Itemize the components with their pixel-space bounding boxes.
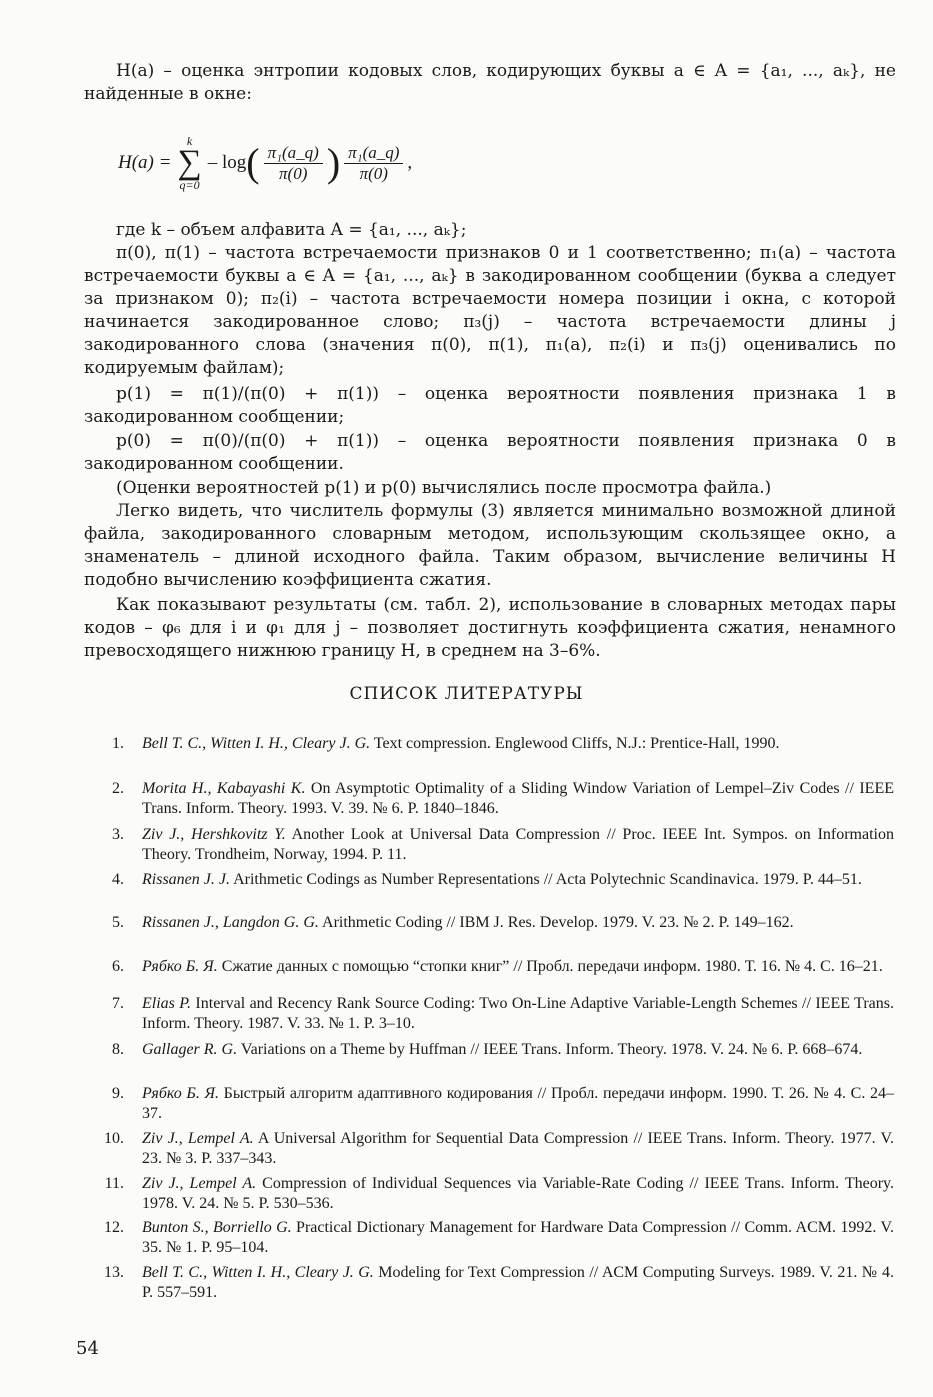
right-paren: ) bbox=[326, 140, 341, 185]
reference-title: Arithmetic Coding // IBM J. Res. Develop. 1979. V. 23. № 2. P. 149–162. bbox=[318, 914, 794, 931]
sum-lower-limit: q=0 bbox=[179, 178, 200, 192]
paragraph-results: Как показывают результаты (см. табл. 2), использование в словарных методах пары кодов – φ₆ для i и φ₁ для j – позволяет достигнуть коэффициента сжатия, ненамного превосходящего нижнюю границу H, в среднем на 3–6%. bbox=[84, 595, 896, 661]
reference-number: 13. bbox=[104, 1264, 124, 1281]
fraction-numerator-2: π₁(a_q) bbox=[344, 143, 403, 164]
reference-body bbox=[142, 957, 894, 977]
fraction-weight bbox=[344, 143, 403, 184]
reference-body bbox=[142, 913, 894, 933]
reference-body bbox=[142, 1218, 894, 1258]
reference-title: Practical Dictionary Management for Hardware Data Compression // Comm. ACM. 1992. V. 35. № 1. P. 95–104. bbox=[142, 1219, 895, 1256]
reference-number: 7. bbox=[112, 995, 124, 1012]
reference-number: 11. bbox=[104, 1175, 124, 1192]
paragraph-p0: p(0) = π(0)/(π(0) + π(1)) – оценка вероятности появления признака 0 в закодированном сообщении. bbox=[84, 431, 896, 474]
reference-authors: Bell T. C., Witten I. H., Cleary J. G. bbox=[142, 1264, 374, 1281]
reference-number: 1. bbox=[112, 735, 124, 752]
sum-symbol: ∑ bbox=[177, 144, 202, 181]
reference-number: 10. bbox=[104, 1130, 124, 1147]
reference-number: 8. bbox=[112, 1041, 124, 1058]
reference-authors: Gallager R. G. bbox=[142, 1041, 238, 1058]
reference-body bbox=[142, 1040, 894, 1060]
reference-authors: Morita H., Kabayashi K. bbox=[142, 780, 306, 797]
reference-body bbox=[142, 1084, 894, 1124]
reference-number: 9. bbox=[112, 1085, 124, 1102]
reference-title: Variations on a Theme by Huffman // IEEE Trans. Inform. Theory. 1978. V. 24. № 6. P. 668–674. bbox=[237, 1041, 863, 1058]
fraction-denominator: π(0) bbox=[279, 163, 308, 183]
reference-number: 2. bbox=[112, 780, 124, 797]
reference-authors: Ziv J., Lempel A. bbox=[142, 1130, 254, 1147]
reference-body bbox=[142, 994, 894, 1034]
reference-title: Arithmetic Codings as Number Representations // Acta Polytechnic Scandinavica. 1979. P. 44–51. bbox=[229, 871, 862, 888]
sum-upper-limit: k bbox=[186, 134, 193, 148]
reference-title: Text compression. Englewood Cliffs, N.J.: Prentice-Hall, 1990. bbox=[370, 735, 780, 752]
reference-title: Modeling for Text Compression // ACM Computing Surveys. 1989. V. 21. № 4. P. 557–591. bbox=[142, 1264, 894, 1301]
formula-lhs: H(a) = bbox=[118, 152, 172, 173]
fraction-numerator: π₁(a_q) bbox=[264, 143, 323, 164]
reference-body bbox=[142, 1174, 894, 1214]
reference-number: 12. bbox=[104, 1219, 124, 1236]
minus-log: – log bbox=[207, 152, 247, 173]
fraction-in-log bbox=[264, 143, 323, 184]
paragraph-frequencies: π(0), π(1) – частота встречаемости признаков 0 и 1 соответственно; π₁(a) – частота встречаемости буквы a ∈ A = {a₁, ..., aₖ} в закодированном сообщении (буква a следует за признаком 0); π₂(i) – частота встречаемости номера позиции i окна, с которой начинается закодированное слово; π₃(j) – частота встречаемости длины j закодированного слова (значения π(0), π(1), π₁(a), π₂(i) и π₃(j) оценивались по кодируемым файлам); bbox=[84, 243, 896, 378]
reference-title: Сжатие данных с помощью “стопки книг” // Пробл. передачи информ. 1980. Т. 16. № 4. С. 16–21. bbox=[217, 958, 883, 975]
reference-authors: Рябко Б. Я. bbox=[142, 958, 218, 975]
reference-number: 6. bbox=[112, 958, 124, 975]
formula-trailing-comma: , bbox=[407, 152, 413, 173]
reference-authors: Elias P. bbox=[142, 995, 192, 1012]
reference-authors: Рябко Б. Я. bbox=[142, 1085, 219, 1102]
reference-number: 3. bbox=[112, 826, 124, 843]
reference-authors: Rissanen J. J. bbox=[142, 871, 230, 888]
left-paren: ( bbox=[246, 140, 260, 185]
paragraph-numerator: Легко видеть, что числитель формулы (3) является минимально возможной длиной файла, закодированного словарным методом, использующим скользящее окно, а знаменатель – длиной исходного файла. Таким образом, вычисление величины H подобно вычислению коэффициента сжатия. bbox=[84, 501, 896, 590]
reference-number: 5. bbox=[112, 914, 124, 931]
paragraph-estimates-note: (Оценки вероятностей p(1) и p(0) вычислялись после просмотра файла.) bbox=[116, 478, 772, 498]
entropy-formula bbox=[118, 128, 518, 198]
reference-body bbox=[142, 870, 894, 890]
reference-title: Interval and Recency Rank Source Coding: Two On-Line Adaptive Variable-Length Schemes // IEEE Trans. Inform. Theory. 1987. V. 33. № 1. P. 3–10. bbox=[142, 995, 894, 1032]
reference-body bbox=[142, 1263, 894, 1303]
reference-body bbox=[142, 734, 894, 754]
reference-title: A Universal Algorithm for Sequential Data Compression // IEEE Trans. Inform. Theory. 1977. V. 23. № 3. P. 337–343. bbox=[142, 1130, 894, 1167]
reference-body bbox=[142, 779, 894, 819]
paragraph-alphabet: где k – объем алфавита A = {a₁, ..., aₖ}; bbox=[116, 220, 467, 240]
summation bbox=[177, 135, 201, 191]
references-heading: СПИСОК ЛИТЕРАТУРЫ bbox=[349, 684, 584, 704]
reference-title: Another Look at Universal Data Compression // Proc. IEEE Int. Sympos. on Information Theory. Trondheim, Norway, 1994. P. 11. bbox=[142, 826, 894, 863]
reference-body bbox=[142, 825, 894, 865]
reference-authors: Rissanen J., Langdon G. G. bbox=[142, 914, 319, 931]
reference-authors: Bell T. C., Witten I. H., Cleary J. G. bbox=[142, 735, 371, 752]
reference-authors: Ziv J., Hershkovitz Y. bbox=[142, 826, 286, 843]
page-number: 54 bbox=[76, 1338, 99, 1359]
reference-title: Compression of Individual Sequences via Variable-Rate Coding // IEEE Trans. Inform. Theory. 1978. V. 24. № 5. P. 530–536. bbox=[142, 1175, 894, 1212]
reference-authors: Ziv J., Lempel A. bbox=[142, 1175, 257, 1192]
reference-body bbox=[142, 1129, 894, 1169]
reference-title: On Asymptotic Optimality of a Sliding Window Variation of Lempel–Ziv Codes // IEEE Trans. Inform. Theory. 1993. V. 39. № 6. P. 1840–1846. bbox=[142, 780, 895, 817]
paragraph-entropy-intro: H(a) – оценка энтропии кодовых слов, кодирующих буквы a ∈ A = {a₁, ..., aₖ}, не найденные в окне: bbox=[84, 61, 896, 104]
reference-authors: Bunton S., Borriello G. bbox=[142, 1219, 292, 1236]
reference-title: Быстрый алгоритм адаптивного кодирования // Пробл. передачи информ. 1990. Т. 26. № 4. С. 24–37. bbox=[142, 1085, 894, 1122]
reference-number: 4. bbox=[112, 871, 124, 888]
fraction-denominator-2: π(0) bbox=[359, 163, 388, 183]
paragraph-p1: p(1) = π(1)/(π(0) + π(1)) – оценка вероятности появления признака 1 в закодированном сообщении; bbox=[84, 384, 896, 427]
